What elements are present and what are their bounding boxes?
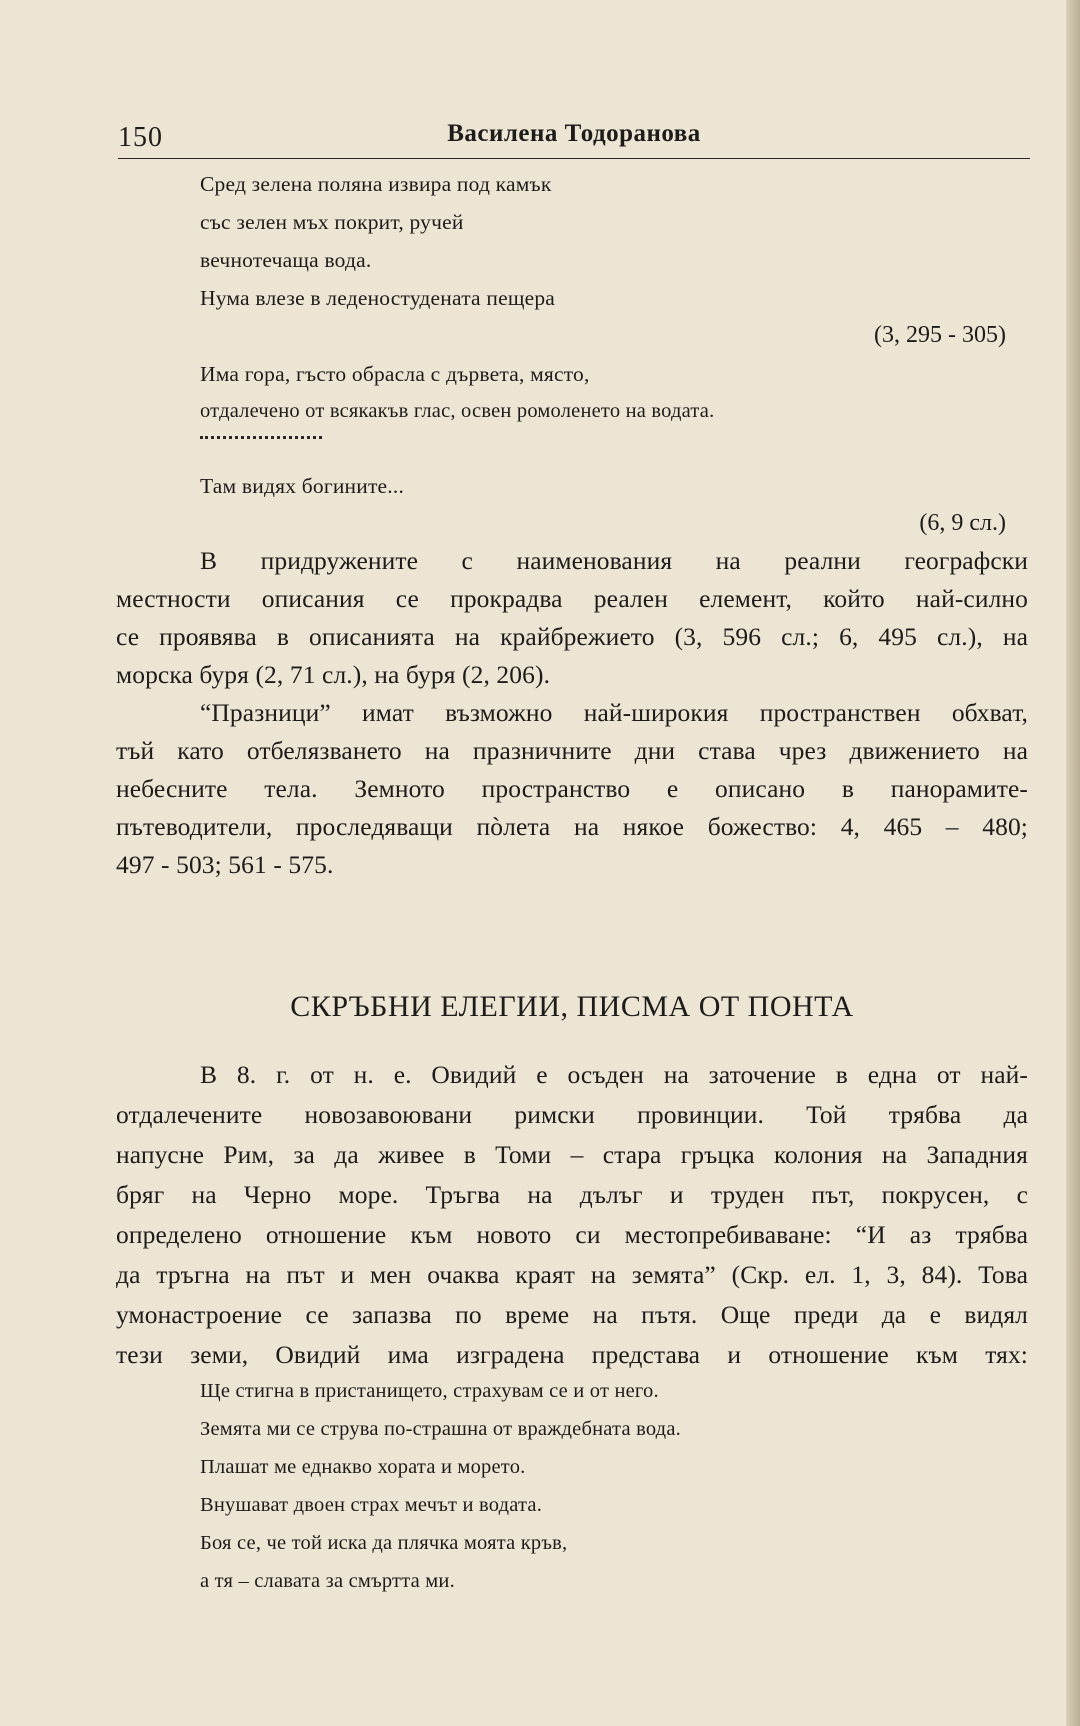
paragraph-line: определено отношение към новото си местопребиваване: “И аз трябва xyxy=(116,1220,1028,1249)
verse-line: отдалечено от всякакъв глас, освен ромоленето на водата. xyxy=(200,400,715,422)
verse-line: Има гора, гъсто обрасла с дървета, място, xyxy=(200,362,590,386)
paragraph-line: да тръгна на път и мен очаква краят на земята” (Скр. ел. 1, 3, 84). Това xyxy=(116,1260,1028,1289)
omission-dots xyxy=(200,432,322,439)
paragraph-line: местности описания се прокрадва реален елемент, който най-силно xyxy=(116,584,1028,613)
section-title: СКРЪБНИ ЕЛЕГИИ, ПИСМА ОТ ПОНТА xyxy=(290,990,854,1023)
paragraph-line: В 8. г. от н. е. Овидий е осъден на заточение в една от най- xyxy=(200,1060,1028,1089)
verse-line: Ще стигна в пристанището, страхувам се и от него. xyxy=(200,1380,659,1402)
verse-reference: (6, 9 сл.) xyxy=(919,510,1006,536)
paragraph-line: умонастроение се запазва по време на пътя. Още преди да е видял xyxy=(116,1300,1028,1329)
verse-line: със зелен мъх покрит, ручей xyxy=(200,210,464,234)
verse-line: Сред зелена поляна извира под камък xyxy=(200,172,552,196)
page-edge xyxy=(1066,0,1080,1726)
paragraph-line: В придружените с наименования на реални географски xyxy=(200,546,1028,575)
paragraph-line: тези земи, Овидий има изградена представа и отношение към тях: xyxy=(116,1340,1028,1369)
verse-line: Плашат ме еднакво хората и морето. xyxy=(200,1456,526,1478)
paragraph-line: се проявява в описанията на крайбрежието (3, 596 сл.; 6, 495 сл.), на xyxy=(116,622,1028,651)
verse-line: Нума влезе в леденостудената пещера xyxy=(200,286,556,310)
paragraph-line: “Празници” имат възможно най-широкия пространствен обхват, xyxy=(200,698,1028,727)
verse-reference: (3, 295 - 305) xyxy=(874,322,1006,348)
paragraph-line: бряг на Черно море. Тръгва на дълъг и труден път, покрусен, с xyxy=(116,1180,1028,1209)
verse-line: Земята ми се струва по-страшна от враждебната вода. xyxy=(200,1418,681,1440)
paragraph-line: пътеводители, проследяващи пòлета на някое божество: 4, 465 – 480; xyxy=(116,812,1028,841)
paragraph-line: морска буря (2, 71 сл.), на буря (2, 206). xyxy=(116,660,551,689)
page-number: 150 xyxy=(118,122,163,153)
paragraph-line: отдалечените новозавоювани римски провинции. Той трябва да xyxy=(116,1100,1028,1129)
verse-line: Боя се, че той иска да плячка моята кръв, xyxy=(200,1532,568,1554)
verse-line: Там видях богините... xyxy=(200,474,405,498)
verse-line: вечнотечаща вода. xyxy=(200,248,372,272)
running-head-author: Василена Тодоранова xyxy=(447,120,701,147)
paragraph-line: 497 - 503; 561 - 575. xyxy=(116,850,334,879)
running-header xyxy=(118,118,1030,159)
paragraph-line: напусне Рим, за да живее в Томи – стара гръцка колония на Западния xyxy=(116,1140,1028,1169)
verse-line: а тя – славата за смъртта ми. xyxy=(200,1570,455,1592)
paragraph-line: тъй като отбелязването на празничните дни става чрез движението на xyxy=(116,736,1028,765)
paragraph-line: небесните тела. Земното пространство е описано в панорамите- xyxy=(116,774,1028,803)
verse-line: Внушават двоен страх мечът и водата. xyxy=(200,1494,543,1516)
